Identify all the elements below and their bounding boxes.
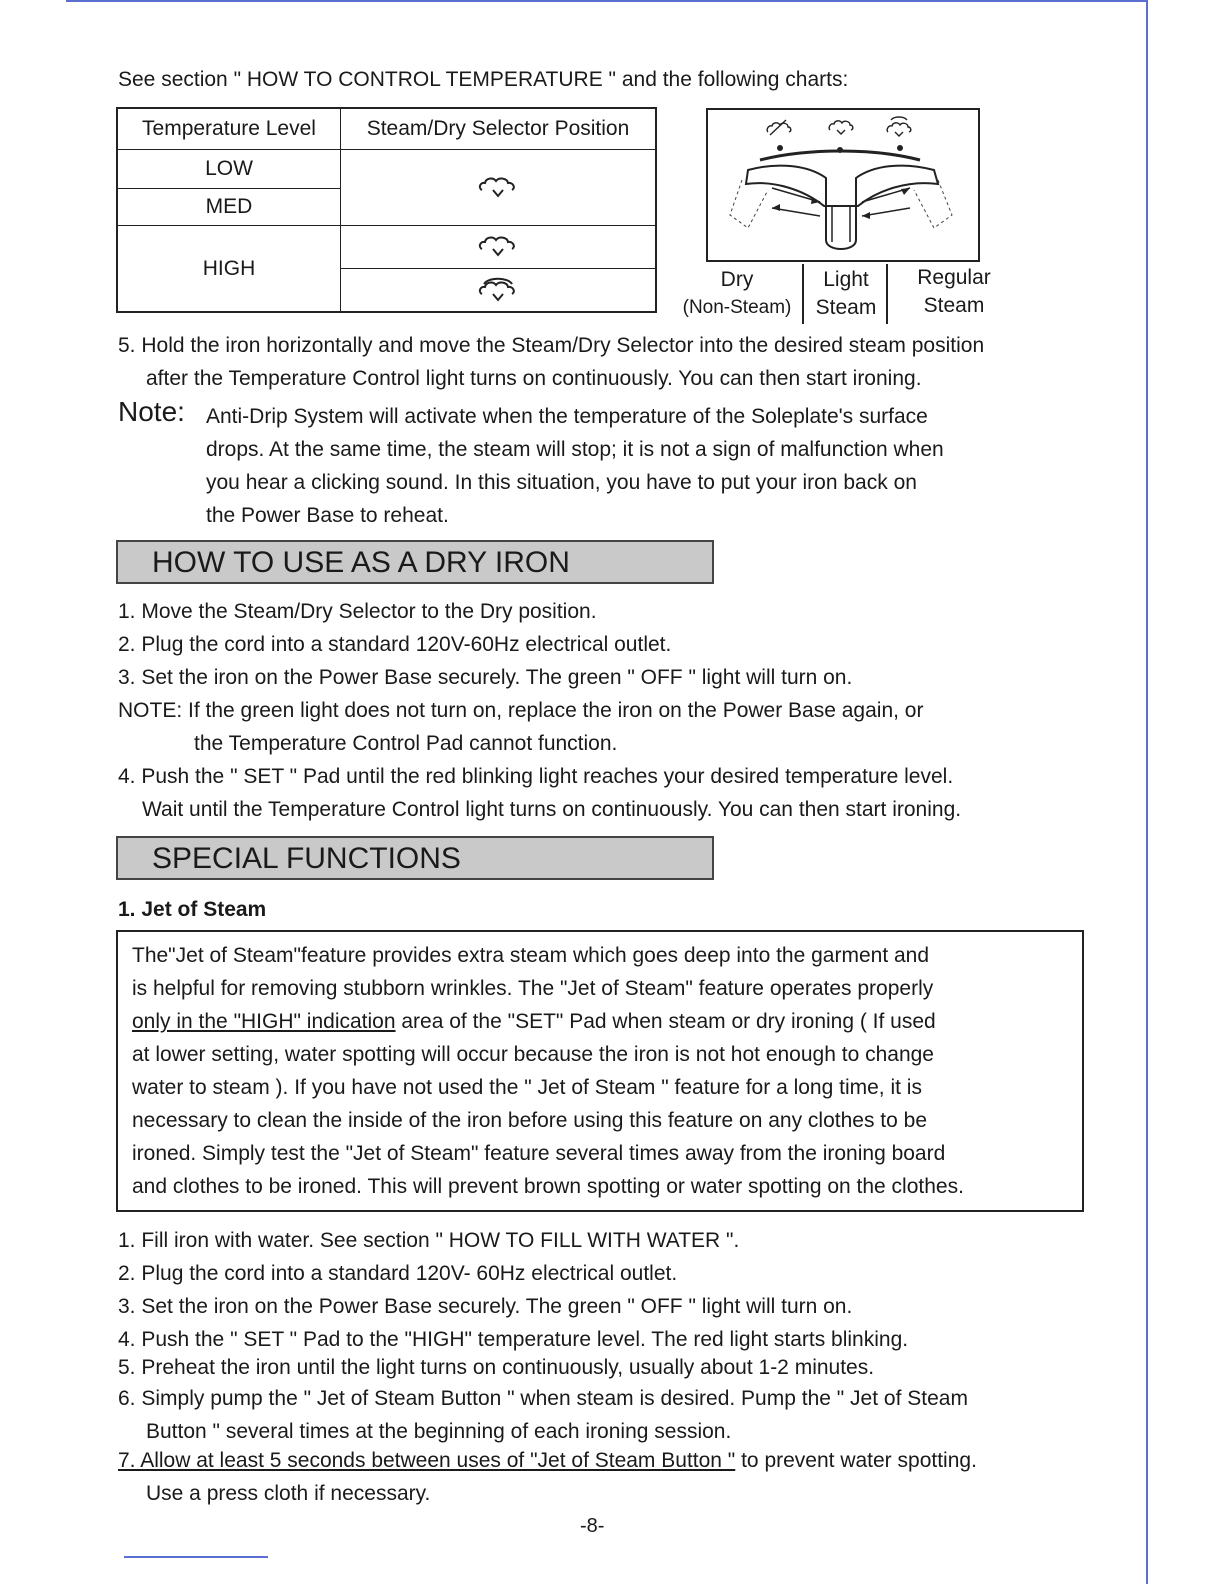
dry-iron-heading: HOW TO USE AS A DRY IRON	[116, 540, 714, 584]
label-light-steam: Light Steam	[815, 268, 877, 319]
jet-box-line: only in the "HIGH" indication area of the "SET" Pad when steam or dry ironing ( If used	[132, 1010, 936, 1033]
jet-of-steam-subheading: 1. Jet of Steam	[118, 898, 267, 921]
jet-step: 5. Preheat the iron until the light turns on continuously, usually about 1-2 minutes.	[118, 1356, 875, 1379]
table-cell-symbol-high-regular	[341, 269, 657, 313]
label-regular-steam: Regular Steam	[917, 266, 991, 317]
jet-box-line: ironed. Simply test the "Jet of Steam" feature several times away from the ironing board	[132, 1142, 946, 1165]
table-header-selector: Steam/Dry Selector Position	[341, 108, 657, 150]
jet-box-line: at lower setting, water spotting will occur because the iron is not hot enough to change	[132, 1043, 934, 1066]
steam-selector-diagram	[706, 108, 980, 262]
jet-step: 6. Simply pump the " Jet of Steam Button " when steam is desired. Pump the " Jet of Steam	[118, 1387, 968, 1410]
label-dry: Dry (Non-Steam)	[682, 268, 792, 318]
intro-text: See section " HOW TO CONTROL TEMPERATURE " and the following charts:	[118, 68, 849, 91]
jet-step: 2. Plug the cord into a standard 120V- 60Hz electrical outlet.	[118, 1262, 678, 1285]
steam-selector-illustration	[708, 110, 978, 260]
dry-iron-line: NOTE: If the green light does not turn on, replace the iron on the Power Base again, or	[118, 699, 924, 722]
regular-steam-icon	[476, 274, 520, 306]
note-line: Anti-Drip System will activate when the temperature of the Soleplate's surface	[206, 405, 928, 428]
high-indication-underlined: only in the "HIGH" indication	[132, 1010, 396, 1033]
temperature-table	[116, 107, 657, 313]
step-5-line-2: after the Temperature Control light turns on continuously. You can then start ironing.	[146, 367, 922, 390]
dry-iron-line: 3. Set the iron on the Power Base securely. The green " OFF " light will turn on.	[118, 666, 853, 689]
page-edge-right	[1146, 0, 1148, 1584]
dry-iron-line: 1. Move the Steam/Dry Selector to the Dry position.	[118, 600, 597, 623]
note-line: drops. At the same time, the steam will stop; it is not a sign of malfunction when	[206, 438, 944, 461]
table-cell-symbol-low-med	[341, 150, 657, 226]
jet-step: 3. Set the iron on the Power Base securely. The green " OFF " light will turn on.	[118, 1295, 853, 1318]
jet-box-line: is helpful for removing stubborn wrinkles. The "Jet of Steam" feature operates properly	[132, 977, 934, 1000]
dry-steam-icon	[767, 120, 791, 135]
jet-step: Use a press cloth if necessary.	[146, 1482, 431, 1505]
allow-5-seconds-underlined: 7. Allow at least 5 seconds between uses of "Jet of Steam Button "	[118, 1449, 736, 1472]
regular-steam-icon	[887, 117, 911, 136]
jet-box-line: necessary to clean the inside of the iron before using this feature on any clothes to be	[132, 1109, 927, 1132]
page-number: -8-	[580, 1515, 605, 1537]
jet-box-line: The"Jet of Steam"feature provides extra steam which goes deep into the garment and	[132, 944, 930, 967]
table-header-level: Temperature Level	[117, 108, 341, 150]
jet-box-line: and clothes to be ironed. This will prevent brown spotting or water spotting on the clothes.	[132, 1175, 964, 1198]
note-label: Note:	[118, 396, 185, 427]
dry-iron-line: Wait until the Temperature Control light turns on continuously. You can then start ironing.	[142, 798, 962, 821]
table-cell-symbol-high-light	[341, 226, 657, 269]
jet-step: Button " several times at the beginning of each ironing session.	[146, 1420, 732, 1443]
label-divider	[802, 264, 804, 324]
label-divider	[886, 264, 888, 324]
step-5-line-1: 5. Hold the iron horizontally and move the Steam/Dry Selector into the desired steam position	[118, 334, 985, 357]
light-steam-icon	[476, 174, 520, 202]
light-steam-icon	[476, 233, 520, 261]
jet-step: 7. Allow at least 5 seconds between uses of "Jet of Steam Button " to prevent water spotting.	[118, 1449, 977, 1472]
table-cell-med: MED	[117, 189, 341, 226]
note-line: you hear a clicking sound. In this situation, you have to put your iron back on	[206, 471, 917, 494]
dry-iron-line: the Temperature Control Pad cannot function.	[194, 732, 618, 755]
dry-iron-line: 2. Plug the cord into a standard 120V-60Hz electrical outlet.	[118, 633, 672, 656]
light-steam-icon	[829, 121, 853, 134]
jet-step: 4. Push the " SET " Pad to the "HIGH" temperature level. The red light starts blinking.	[118, 1328, 909, 1351]
table-cell-high: HIGH	[117, 226, 341, 313]
special-functions-heading: SPECIAL FUNCTIONS	[116, 836, 714, 880]
page-edge-top	[66, 0, 1148, 2]
jet-box-line: water to steam ). If you have not used the " Jet of Steam " feature for a long time, it is	[132, 1076, 922, 1099]
page-edge-footer-mark	[124, 1556, 268, 1558]
dry-iron-line: 4. Push the " SET " Pad until the red blinking light reaches your desired temperature level.	[118, 765, 954, 788]
jet-step: 1. Fill iron with water. See section " HOW TO FILL WITH WATER ".	[118, 1229, 740, 1252]
table-cell-low: LOW	[117, 150, 341, 189]
note-line: the Power Base to reheat.	[206, 504, 449, 527]
